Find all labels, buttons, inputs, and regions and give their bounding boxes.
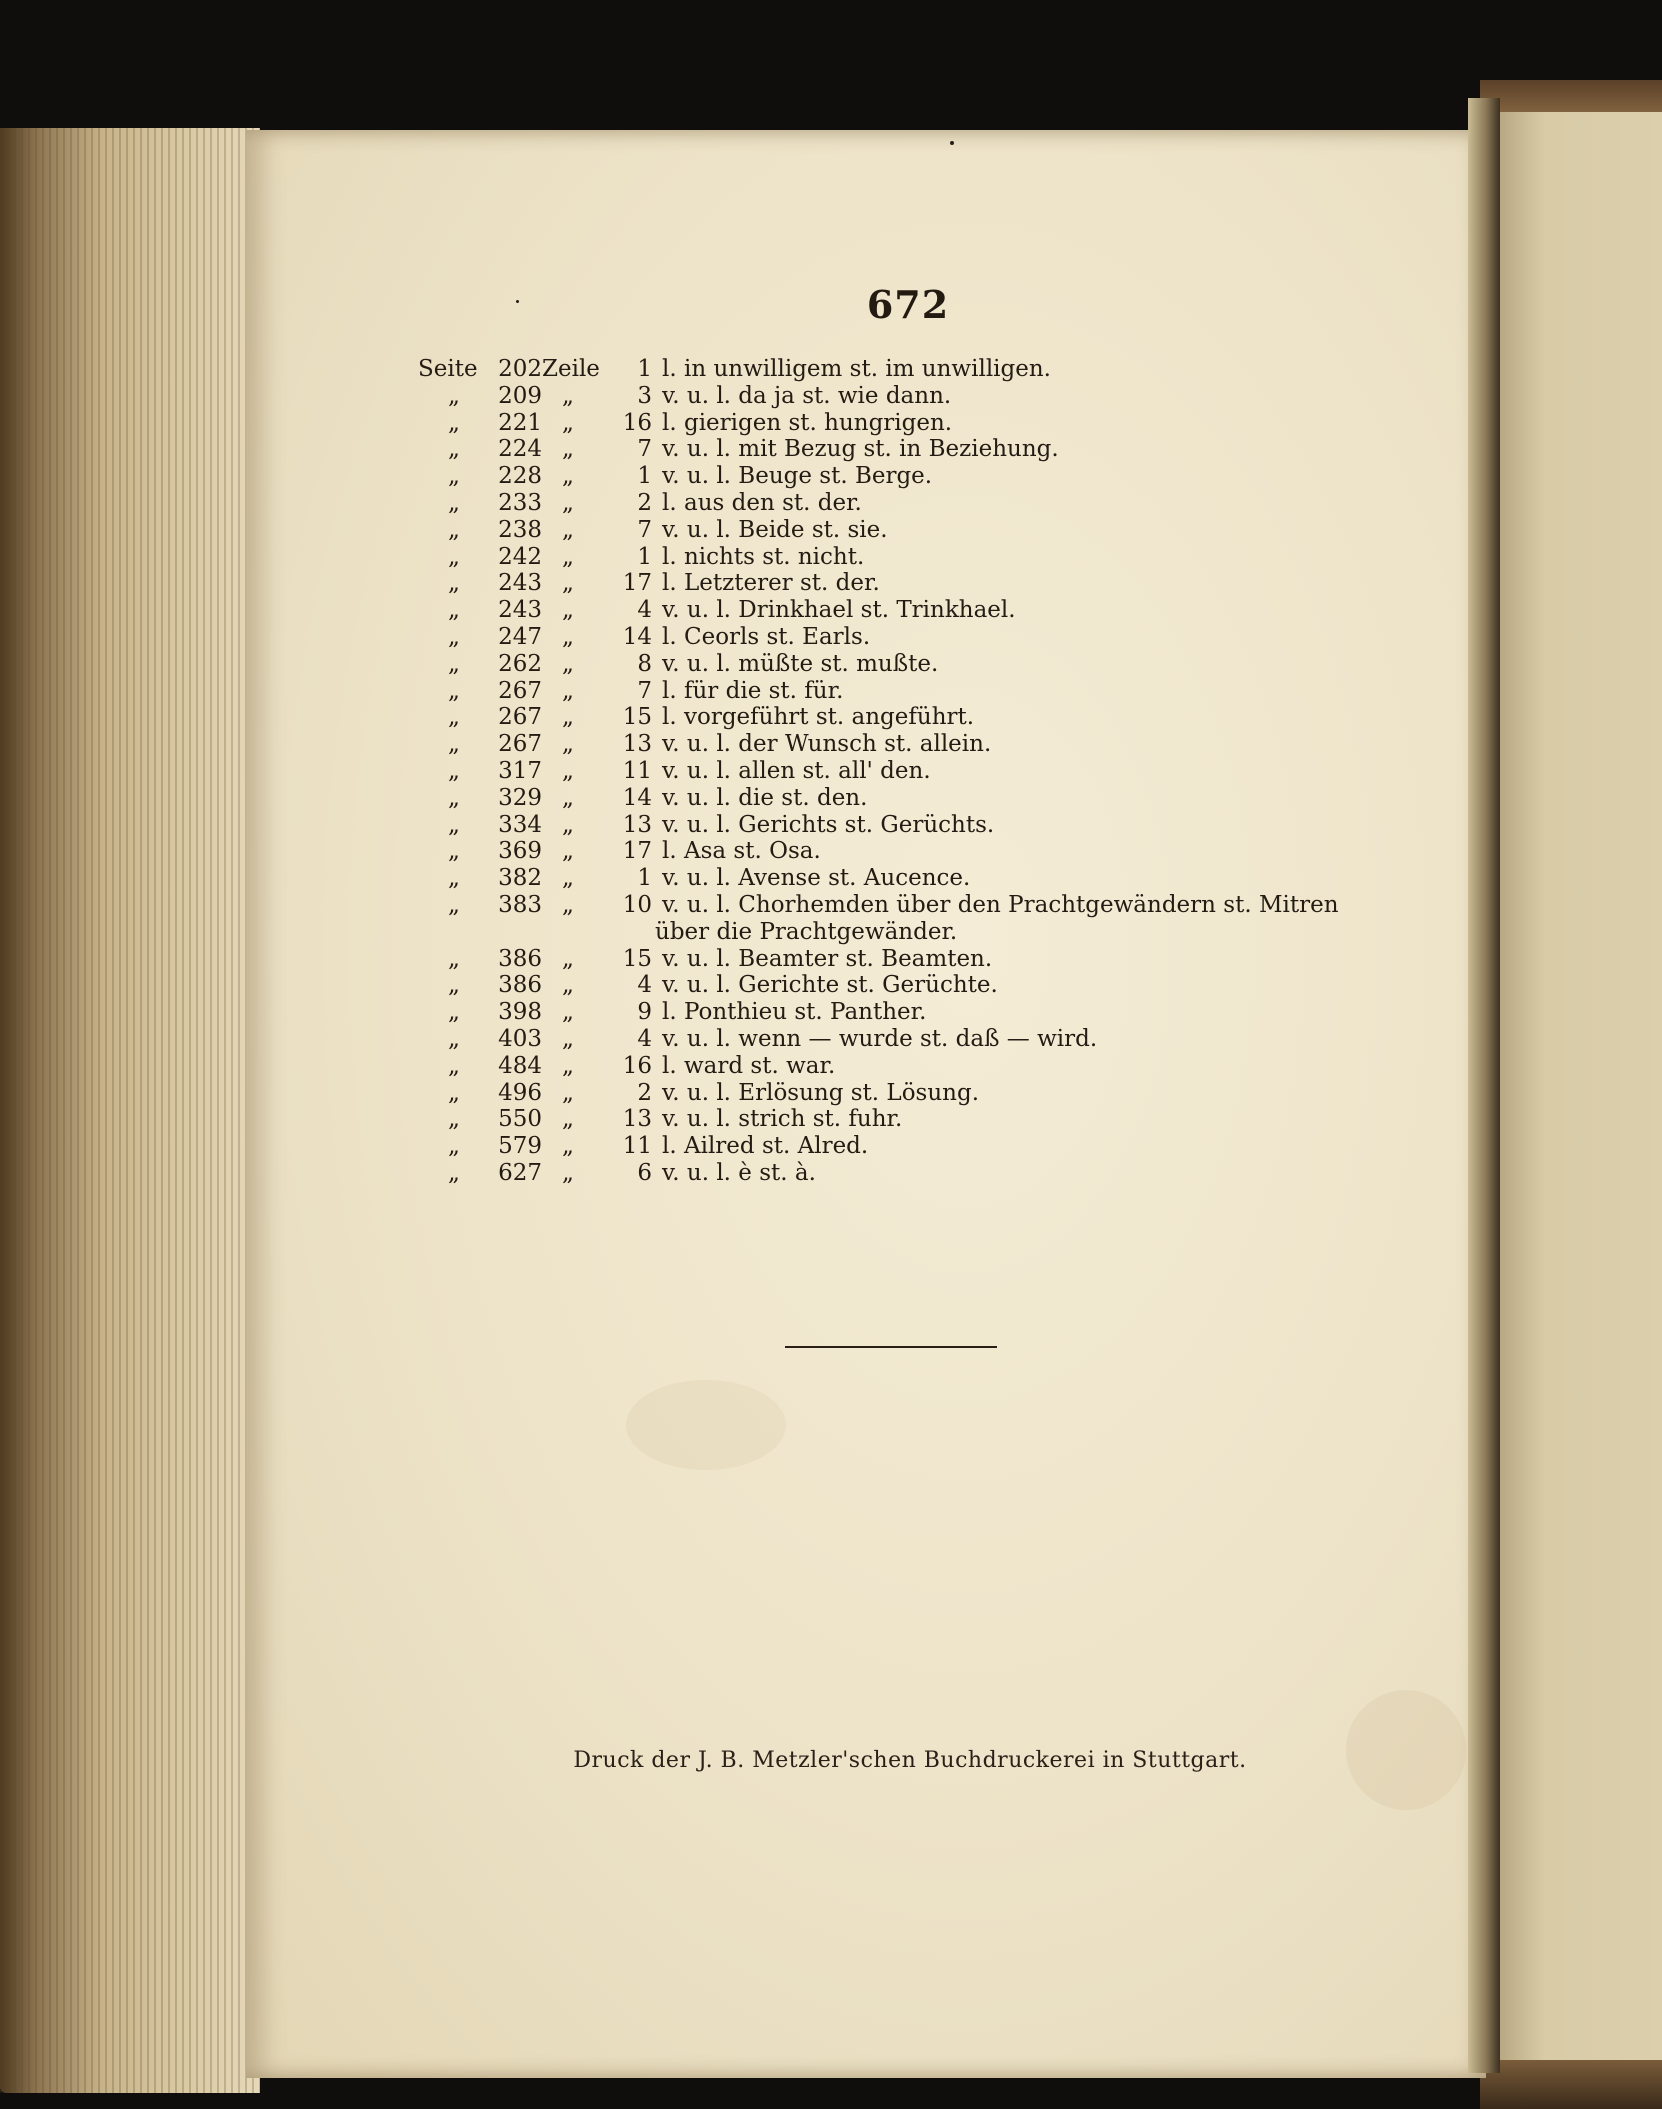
- errata-row: [420, 1053, 1430, 1080]
- errata-correction: v. u. l. è st. à.: [662, 1159, 816, 1186]
- errata-page-number: 202: [498, 356, 542, 382]
- ditto-mark: „: [562, 516, 574, 543]
- errata-row: [420, 1160, 1430, 1187]
- ditto-mark: „: [562, 1133, 574, 1160]
- errata-row: [420, 758, 1430, 785]
- gutter-shadow: [1468, 98, 1500, 2073]
- errata-page-number: 267: [498, 704, 542, 731]
- ditto-mark: „: [448, 436, 460, 463]
- ditto-mark: „: [562, 704, 574, 731]
- errata-line-number: 7: [637, 516, 652, 543]
- errata-row: [420, 570, 1430, 597]
- ditto-mark: „: [448, 489, 460, 516]
- errata-correction: l. in unwilligem st. im unwilligen.: [662, 356, 1051, 382]
- errata-page-number: 496: [498, 1079, 542, 1106]
- errata-line-number: 11: [622, 1133, 652, 1160]
- errata-page-number: 398: [498, 999, 542, 1026]
- ditto-mark: „: [448, 811, 460, 838]
- errata-page-number: 383: [498, 891, 542, 918]
- ditto-mark: „: [448, 1159, 460, 1186]
- ditto-mark: „: [448, 1106, 460, 1133]
- ditto-mark: „: [562, 757, 574, 784]
- errata-correction: v. u. l. strich st. fuhr.: [662, 1106, 903, 1133]
- errata-line-number: 17: [622, 570, 652, 597]
- ditto-mark: „: [562, 570, 574, 597]
- ditto-mark: „: [562, 811, 574, 838]
- errata-page-number: 209: [498, 382, 542, 409]
- errata-page-number: 267: [498, 677, 542, 704]
- errata-line-number: 7: [637, 677, 652, 704]
- errata-line-number: 7: [637, 436, 652, 463]
- errata-correction: l. Ceorls st. Earls.: [662, 623, 871, 650]
- errata-row: [420, 999, 1430, 1026]
- ditto-mark: „: [562, 865, 574, 892]
- errata-correction: v. u. l. Beuge st. Berge.: [662, 463, 933, 490]
- errata-line-number: 4: [637, 1025, 652, 1052]
- ditto-mark: „: [448, 704, 460, 731]
- errata-correction: l. aus den st. der.: [662, 489, 862, 516]
- ditto-mark: „: [448, 516, 460, 543]
- errata-correction: über die Prachtgewänder.: [655, 918, 958, 945]
- cover-edge-bottom: [1480, 2060, 1662, 2109]
- ditto-mark: „: [448, 945, 460, 972]
- errata-line-number: 15: [622, 945, 652, 972]
- errata-row: [420, 383, 1430, 410]
- ditto-mark: „: [448, 838, 460, 865]
- errata-row: [420, 463, 1430, 490]
- errata-line-number: 1: [637, 865, 652, 892]
- errata-row: [420, 892, 1430, 919]
- ditto-mark: „: [562, 838, 574, 865]
- ditto-mark: „: [562, 409, 574, 436]
- ditto-mark: „: [448, 597, 460, 624]
- errata-line-number: 13: [622, 1106, 652, 1133]
- errata-correction: l. Ponthieu st. Panther.: [662, 999, 927, 1026]
- zeile-label: Zeile: [542, 356, 600, 382]
- errata-page-number: 221: [498, 409, 542, 436]
- errata-list: [420, 356, 1430, 1187]
- ditto-mark: „: [448, 784, 460, 811]
- errata-row: [420, 704, 1430, 731]
- ditto-mark: „: [562, 1052, 574, 1079]
- ditto-mark: „: [448, 865, 460, 892]
- errata-page-number: 233: [498, 489, 542, 516]
- errata-row: [420, 624, 1430, 651]
- ditto-mark: „: [562, 543, 574, 570]
- errata-correction: v. u. l. Chorhemden über den Prachtgewändern st. Mitren: [662, 891, 1339, 918]
- ditto-mark: „: [448, 1025, 460, 1052]
- ditto-mark: „: [562, 784, 574, 811]
- ditto-mark: „: [448, 463, 460, 490]
- errata-page-number: 484: [498, 1052, 542, 1079]
- errata-row: [420, 356, 1430, 383]
- ditto-mark: „: [448, 570, 460, 597]
- ditto-mark: „: [562, 731, 574, 758]
- errata-page-number: 329: [498, 784, 542, 811]
- errata-correction: v. u. l. Avense st. Aucence.: [662, 865, 971, 892]
- errata-correction: v. u. l. mit Bezug st. in Beziehung.: [662, 436, 1059, 463]
- errata-row: [420, 865, 1430, 892]
- errata-correction: l. Asa st. Osa.: [662, 838, 821, 865]
- ditto-mark: „: [562, 1025, 574, 1052]
- errata-row: [420, 436, 1430, 463]
- errata-correction: l. vorgeführt st. angeführt.: [662, 704, 975, 731]
- ditto-mark: „: [448, 891, 460, 918]
- ditto-mark: „: [448, 623, 460, 650]
- errata-row: [420, 544, 1430, 571]
- ditto-mark: „: [562, 677, 574, 704]
- errata-correction: v. u. l. Erlösung st. Lösung.: [662, 1079, 980, 1106]
- errata-line-number: 11: [622, 757, 652, 784]
- ditto-mark: „: [562, 1079, 574, 1106]
- ditto-mark: „: [448, 409, 460, 436]
- errata-line-number: 15: [622, 704, 652, 731]
- errata-correction: v. u. l. wenn — wurde st. daß — wird.: [662, 1025, 1098, 1052]
- errata-line-number: 14: [622, 623, 652, 650]
- errata-correction: v. u. l. da ja st. wie dann.: [662, 382, 952, 409]
- errata-page-number: 228: [498, 463, 542, 490]
- errata-correction: l. Ailred st. Alred.: [662, 1133, 869, 1160]
- errata-row: [420, 972, 1430, 999]
- errata-row: [420, 1080, 1430, 1107]
- errata-correction: v. u. l. der Wunsch st. allein.: [662, 731, 992, 758]
- ditto-mark: „: [448, 382, 460, 409]
- errata-correction: v. u. l. die st. den.: [662, 784, 868, 811]
- errata-page-number: 243: [498, 570, 542, 597]
- errata-correction: v. u. l. müßte st. mußte.: [662, 650, 939, 677]
- errata-page-number: 247: [498, 623, 542, 650]
- errata-row: [420, 517, 1430, 544]
- ditto-mark: „: [562, 463, 574, 490]
- print-speck: [516, 300, 519, 303]
- errata-line-number: 8: [637, 650, 652, 677]
- page-number: 672: [866, 282, 950, 327]
- errata-page-number: 386: [498, 972, 542, 999]
- ditto-mark: „: [448, 731, 460, 758]
- errata-line-number: 1: [637, 543, 652, 570]
- errata-row: [420, 1106, 1430, 1133]
- errata-line-number: 4: [637, 597, 652, 624]
- errata-line-number: 13: [622, 811, 652, 838]
- errata-line-number: 14: [622, 784, 652, 811]
- ditto-mark: „: [562, 1159, 574, 1186]
- errata-page-number: 403: [498, 1025, 542, 1052]
- errata-page-number: 382: [498, 865, 542, 892]
- printer-imprint: Druck der J. B. Metzler'schen Buchdruckerei in Stuttgart.: [573, 1748, 1247, 1773]
- errata-row: [420, 812, 1430, 839]
- print-speck: [950, 141, 954, 145]
- errata-row: [420, 410, 1430, 437]
- errata-row: [420, 651, 1430, 678]
- errata-page-number: 224: [498, 436, 542, 463]
- ditto-mark: „: [448, 677, 460, 704]
- errata-page-number: 334: [498, 811, 542, 838]
- errata-line-number: 16: [622, 1052, 652, 1079]
- ditto-mark: „: [562, 945, 574, 972]
- closing-rule: [785, 1346, 997, 1348]
- errata-page-number: 267: [498, 731, 542, 758]
- errata-line-number: 10: [622, 891, 652, 918]
- errata-line-number: 1: [637, 356, 652, 382]
- errata-row: [420, 731, 1430, 758]
- ditto-mark: „: [448, 1052, 460, 1079]
- seite-label: Seite: [418, 356, 478, 382]
- errata-row: [420, 597, 1430, 624]
- facing-page-edge: [1494, 112, 1662, 2069]
- errata-line-number: 3: [637, 382, 652, 409]
- errata-row: [420, 785, 1430, 812]
- errata-correction: v. u. l. Beide st. sie.: [662, 516, 888, 543]
- errata-page-number: 579: [498, 1133, 542, 1160]
- ditto-mark: „: [448, 1079, 460, 1106]
- errata-row: [420, 1133, 1430, 1160]
- errata-line-number: 2: [637, 489, 652, 516]
- paper-stain: [626, 1380, 786, 1470]
- ditto-mark: „: [562, 597, 574, 624]
- errata-row: [420, 838, 1430, 865]
- ditto-mark: „: [562, 972, 574, 999]
- paper-stain: [1346, 1690, 1466, 1810]
- errata-correction: l. für die st. für.: [662, 677, 844, 704]
- ditto-mark: „: [448, 543, 460, 570]
- ditto-mark: „: [448, 757, 460, 784]
- errata-page-number: 242: [498, 543, 542, 570]
- errata-page-number: 627: [498, 1159, 542, 1186]
- ditto-mark: „: [562, 382, 574, 409]
- errata-row: [420, 1026, 1430, 1053]
- errata-line-number: 17: [622, 838, 652, 865]
- ditto-mark: „: [562, 999, 574, 1026]
- errata-correction: v. u. l. allen st. all' den.: [662, 757, 931, 784]
- errata-page-number: 550: [498, 1106, 542, 1133]
- ditto-mark: „: [562, 623, 574, 650]
- errata-page-number: 369: [498, 838, 542, 865]
- errata-line-number: 2: [637, 1079, 652, 1106]
- ditto-mark: „: [562, 891, 574, 918]
- errata-correction: l. ward st. war.: [662, 1052, 836, 1079]
- ditto-mark: „: [448, 650, 460, 677]
- errata-line-number: 13: [622, 731, 652, 758]
- errata-line-number: 4: [637, 972, 652, 999]
- errata-correction: v. u. l. Gerichte st. Gerüchte.: [662, 972, 998, 999]
- errata-page-number: 243: [498, 597, 542, 624]
- errata-row: [420, 678, 1430, 705]
- ditto-mark: „: [448, 1133, 460, 1160]
- errata-correction: v. u. l. Gerichts st. Gerüchts.: [662, 811, 995, 838]
- errata-line-number: 16: [622, 409, 652, 436]
- errata-page-number: 238: [498, 516, 542, 543]
- ditto-mark: „: [562, 1106, 574, 1133]
- errata-row: [420, 946, 1430, 973]
- errata-page-number: 386: [498, 945, 542, 972]
- errata-correction: l. gierigen st. hungrigen.: [662, 409, 953, 436]
- ditto-mark: „: [562, 489, 574, 516]
- errata-correction: l. Letzterer st. der.: [662, 570, 880, 597]
- errata-line-number: 6: [637, 1159, 652, 1186]
- page-edges-left: [0, 128, 260, 2093]
- ditto-mark: „: [448, 972, 460, 999]
- ditto-mark: „: [562, 650, 574, 677]
- errata-correction: v. u. l. Drinkhael st. Trinkhael.: [662, 597, 1016, 624]
- ditto-mark: „: [562, 436, 574, 463]
- ditto-mark: „: [448, 999, 460, 1026]
- errata-line-number: 9: [637, 999, 652, 1026]
- errata-line-number: 1: [637, 463, 652, 490]
- errata-row: [420, 490, 1430, 517]
- errata-page-number: 262: [498, 650, 542, 677]
- errata-continuation-line: [420, 919, 1430, 946]
- errata-correction: v. u. l. Beamter st. Beamten.: [662, 945, 993, 972]
- errata-page-number: 317: [498, 757, 542, 784]
- errata-correction: l. nichts st. nicht.: [662, 543, 865, 570]
